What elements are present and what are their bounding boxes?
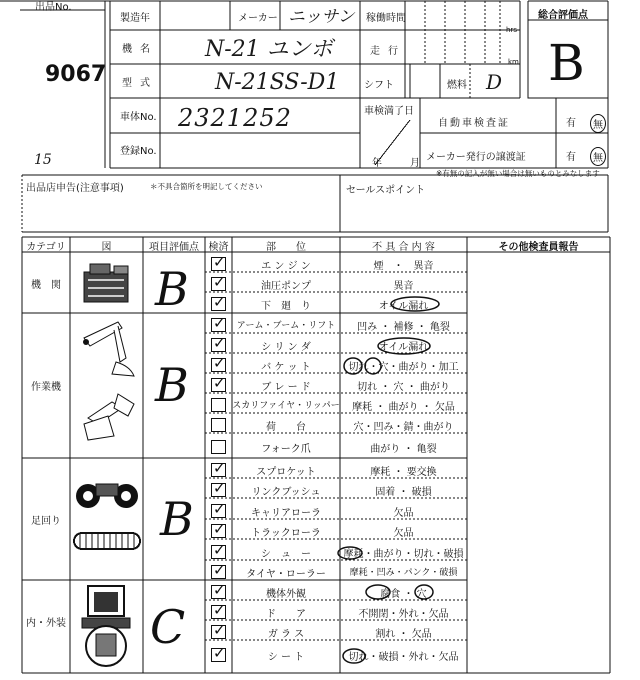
defect-tire-roller: 摩耗・凹み・パンク・破損 [349, 568, 458, 578]
defect-arm-boom-lift: 凹み ・ 補修 ・ 亀裂 [357, 322, 450, 333]
part-seat: シ ー ト [267, 652, 305, 663]
grade-engine: B [155, 262, 189, 316]
col-part: 部 位 [266, 242, 306, 253]
part-scarifier-ripper: スカリファイヤ・リッパー [232, 401, 340, 411]
category-engine: 機 関 [31, 280, 61, 291]
defect-glass: 割れ ・ 欠品 [375, 629, 432, 640]
defect-track-roller: 欠品 [393, 528, 414, 539]
vehicle-cert-no: 無 [590, 114, 606, 133]
maker-value: ニッサン [288, 7, 355, 27]
maker-label: メーカー [238, 13, 278, 24]
category-interior-exterior: 内・外装 [26, 618, 66, 629]
col-figure: 図 [101, 242, 112, 253]
year-label: 製造年 [120, 13, 150, 24]
part-exterior: 機体外観 [266, 589, 306, 600]
exhibitor-note: ＊不具合箇所を明記してください [150, 182, 263, 191]
part-tire-roller: タイヤ・ローラー [246, 569, 326, 580]
grade-work: B [155, 358, 189, 412]
defect-blade: 切れ ・ 穴 ・ 曲がり [357, 382, 450, 393]
serial-value: 2321252 [178, 104, 292, 132]
part-link-bush: リンクブッシュ [251, 487, 321, 498]
hrs-unit: hrs [506, 26, 517, 34]
register-label: 登録No. [120, 146, 157, 157]
part-arm-boom-lift: アーム・ブーム・リフト [236, 321, 336, 331]
hours-label: 稼働時間 [366, 13, 406, 24]
corner-mark: 15 [34, 152, 52, 168]
travel-label: 走行 [370, 46, 406, 57]
exhibitor-label: 出品店申告(注意事項) [26, 183, 124, 194]
maker-cert-label: メーカー発行の譲渡証 [426, 152, 526, 163]
item-no-label: 出品No. [35, 2, 72, 13]
part-bucket: バ ケ ッ ト [261, 362, 311, 373]
col-defect: 不 具 合 内 容 [372, 242, 435, 253]
category-work: 作業機 [31, 382, 61, 393]
part-glass: ガ ラ ス [267, 629, 305, 640]
sales-point-label: セールスポイント [346, 185, 426, 196]
km-unit: km [508, 58, 519, 66]
year-unit: 年 [372, 158, 382, 169]
defect-carrier-roller: 欠品 [393, 508, 414, 519]
col-grade: 項目評価点 [149, 242, 199, 253]
possession-note: ※有無の記入が無い場合は無いものとみなします [436, 169, 600, 178]
defect-door: 不開閉・外れ・欠品 [358, 609, 449, 620]
part-door: ド ア [266, 609, 306, 620]
type-label: 型式 [122, 78, 158, 89]
part-shoe: シ ュ ー [261, 549, 311, 560]
part-hydraulic-pump: 油圧ポンプ [261, 281, 311, 292]
serial-label: 車体No. [120, 112, 157, 123]
part-sprocket: スプロケット [256, 467, 316, 478]
col-category: カテゴリ [26, 242, 66, 253]
defect-engine: 煙 ・ 異音 [373, 261, 434, 272]
defect-exterior: 腐食 ・ 穴 [380, 589, 427, 600]
defect-cargo-bed: 穴・凹み・錆・曲がり [353, 422, 454, 433]
part-cargo-bed: 荷 台 [266, 422, 306, 433]
overall-label: 総合評価点 [538, 10, 588, 21]
part-blade: ブ レ ー ド [261, 382, 311, 393]
vehicle-cert-yes: 有 [566, 118, 576, 129]
lot-number: 9067 [45, 62, 107, 87]
defect-sprocket: 摩耗 ・ 要交換 [370, 467, 437, 478]
defect-hydraulic-pump: 異音 [393, 281, 414, 292]
defect-underside: オイル漏れ [378, 301, 429, 312]
defect-link-bush: 固着 ・ 破損 [375, 487, 432, 498]
part-fork: フォーク爪 [261, 444, 311, 455]
defect-shoe: 摩耗・曲がり・切れ・破損 [343, 549, 464, 560]
month-unit: 月 [410, 158, 420, 169]
defect-seat: 切れ・破損・外れ・欠品 [348, 652, 459, 663]
shift-label: シフト [364, 80, 394, 91]
category-undercarriage: 足回り [31, 516, 61, 527]
part-engine: エ ン ジ ン [261, 261, 311, 272]
part-cylinder: シ リ ン ダ [261, 342, 311, 353]
grade-interior-exterior: C [150, 600, 186, 654]
part-track-roller: トラックローラ [251, 528, 321, 539]
part-carrier-roller: キャリアローラ [251, 508, 321, 519]
defect-bucket: 切れ・穴・曲がり・加工 [348, 362, 459, 373]
type-value: N-21SS-D1 [215, 70, 340, 95]
model-name-value: N-21 ユンボ [205, 37, 333, 62]
maker-cert-yes: 有 [566, 152, 576, 163]
model-name-label: 機名 [122, 44, 158, 55]
defect-cylinder: オイル漏れ [378, 342, 429, 353]
defect-fork: 曲がり ・ 亀裂 [370, 444, 437, 455]
col-other: その他検査員報告 [498, 242, 579, 253]
part-underside: 下 廻 り [261, 301, 311, 312]
defect-scarifier-ripper: 摩耗 ・ 曲がり ・ 欠品 [352, 402, 455, 413]
inspection-label: 車検満了日 [364, 106, 414, 117]
col-check: 検済 [208, 242, 229, 253]
grade-undercarriage: B [160, 492, 194, 546]
vehicle-cert-label: 自動車検査証 [438, 118, 510, 129]
fuel-value: D [486, 70, 503, 94]
overall-grade: B [548, 34, 585, 92]
fuel-label: 燃料 [447, 80, 467, 91]
maker-cert-no: 無 [590, 147, 606, 166]
